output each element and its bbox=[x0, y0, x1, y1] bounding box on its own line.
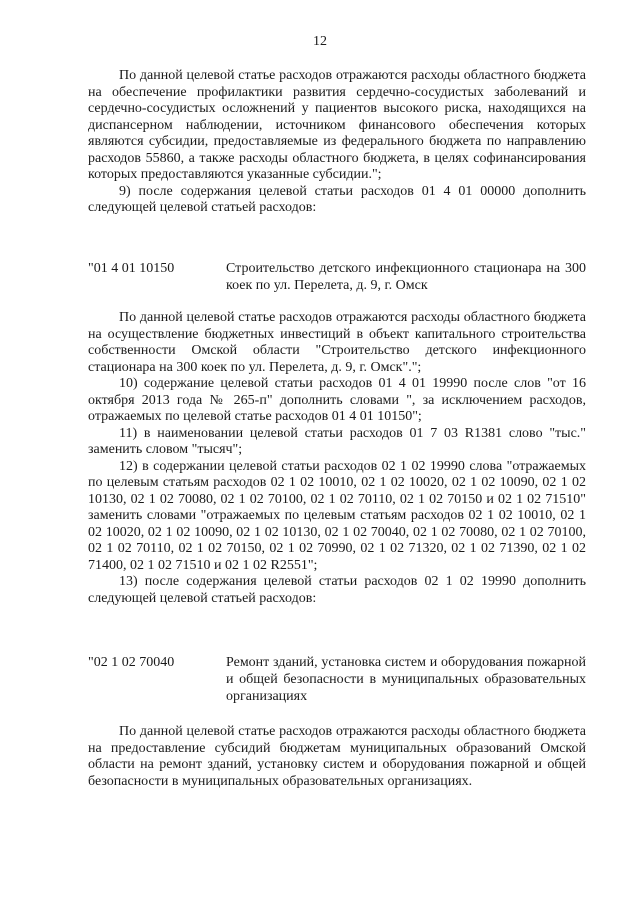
budget-code-entry-01401 bbox=[88, 260, 586, 294]
paragraph-item-13: 13) после содержания целевой статьи расходов 02 1 02 19990 дополнить следующей целевой статьей расходов: bbox=[88, 574, 586, 606]
paragraph-item-9: 9) после содержания целевой статьи расходов 01 4 01 00000 дополнить следующей целевой статьей расходов: bbox=[88, 183, 586, 215]
paragraph-item-12: 12) в содержании целевой статьи расходов 02 1 02 19990 слова "отражаемых по целевым статьям расходов 02 1 02 10010, 02 1 02 10020, 02 1 02 10090, 02 1 02 10130, 02 1 02 70080, 02 1 02 70100, 02 1 02 70110, 02 1 02 70150 и 02 1 02 71510" заменить словами "отражаемых по целевым статьям расходов 02 1 02 10010, 02 1 02 10020, 02 1 02 10090, 02 1 02 10130, 02 1 02 70040, 02 1 02 70080, 02 1 02 70100, 02 1 02 70110, 02 1 02 70150, 02 1 02 70990, 02 1 02 71320, 02 1 02 71390, 02 1 02 71400, 02 1 02 71510 и 02 1 02 R2551"; bbox=[88, 458, 586, 573]
budget-code-description: Ремонт зданий, установка систем и оборудования пожарной и общей безопасности в муниципальных образовательных организациях bbox=[226, 655, 586, 704]
paragraph-text: По данной целевой статье расходов отражаются расходы областного бюджета на осуществление бюджетных инвестиций в объект капитального строительства собственности Омской области "Строительство детского инфекционного стационара на 300 коек по ул. Перелета, д. 9, г. Омск"."; bbox=[88, 310, 586, 375]
paragraph-group-2 bbox=[88, 310, 586, 607]
paragraph-item-11: 11) в наименовании целевой статьи расходов 01 7 03 R1381 слово "тыс." заменить словом "тысяч"; bbox=[88, 425, 586, 457]
paragraph-item-10: 10) содержание целевой статьи расходов 01 4 01 19990 после слов "от 16 октября 2013 года № 265-п" дополнить словами ", за исключением расходов, отражаемых по целевой статье расходов 01 4 01 10150"; bbox=[88, 376, 586, 424]
page-number: 12 bbox=[313, 34, 327, 49]
budget-code: "01 4 01 10150 bbox=[88, 261, 175, 276]
paragraph-sub-sdvs bbox=[88, 68, 586, 217]
budget-code-entry-02102 bbox=[88, 654, 586, 705]
paragraph-group-3 bbox=[88, 724, 586, 790]
budget-code: "02 1 02 70040 bbox=[88, 655, 175, 670]
paragraph-text: По данной целевой статье расходов отражаются расходы областного бюджета на предоставление субсидий бюджетам муниципальных образований Омской области на ремонт зданий, установку систем и оборудования пожарной и общей безопасности в муниципальных образовательных организациях. bbox=[88, 724, 586, 789]
budget-code-description: Строительство детского инфекционного стационара на 300 коек по ул. Перелета, д. 9, г. Омск bbox=[226, 261, 586, 293]
paragraph-text: По данной целевой статье расходов отражаются расходы областного бюджета на обеспечение профилактики развития сердечно-сосудистых заболеваний и сердечно-сосудистых осложнений у пациентов высокого риска, находящихся на диспансерном наблюдении, источником финансового обеспечения которых являются субсидии, предоставляемые из федерального бюджета по направлению расходов 55860, а также расходы областного бюджета, в целях софинансирования которых предоставляются указанные субсидии."; bbox=[88, 68, 586, 182]
